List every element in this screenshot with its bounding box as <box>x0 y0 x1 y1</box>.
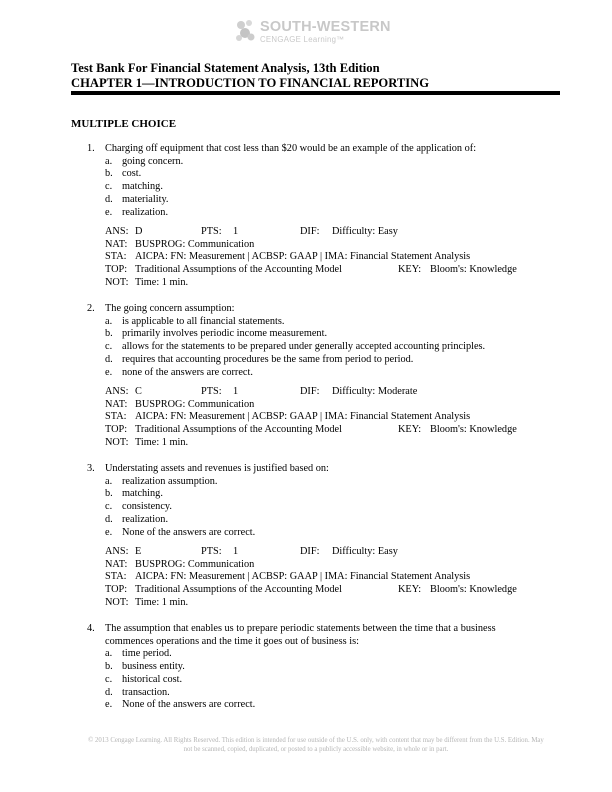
cengage-logo-icon <box>234 18 256 44</box>
answer-option: a. is applicable to all financial statements. <box>105 315 285 327</box>
copyright-footer: © 2013 Cengage Learning. All Rights Reserved. This edition is intended for use outside of the U.S. only, with content that may be different from the U.S. Edition. May not be scanned, copied, duplicated, or posted to a publicly accessible website, in whole or in part. <box>88 737 544 753</box>
answer-option: d. materiality. <box>105 193 169 205</box>
answer-option: a. going concern. <box>105 155 184 167</box>
logo-subtitle: CENGAGE Learning™ <box>260 35 345 44</box>
answer-meta-not: NOT: Time: 1 min. <box>105 596 189 608</box>
question-text: The going concern assumption: <box>105 303 235 314</box>
answer-meta-nat: NAT: BUSPROG: Communication <box>105 398 255 410</box>
answer-option: a. time period. <box>105 648 172 660</box>
answer-option: d. transaction. <box>105 686 170 698</box>
answer-meta-sta: STA: AICPA: FN: Measurement | ACBSP: GAAP | IMA: Financial Statement Analysis <box>105 251 471 263</box>
question-number: 1. <box>87 143 95 154</box>
answer-option: e. realization. <box>105 206 169 218</box>
answer-meta-top: TOP: Traditional Assumptions of the Accounting Model KEY: Bloom's: Knowledge <box>105 424 517 436</box>
question-number: 4. <box>87 623 95 634</box>
answer-meta-not: NOT: Time: 1 min. <box>105 276 189 288</box>
question-number: 2. <box>87 303 95 314</box>
answer-meta-nat: NAT: BUSPROG: Communication <box>105 238 255 250</box>
chapter-title: CHAPTER 1—INTRODUCTION TO FINANCIAL REPORTING <box>71 76 430 90</box>
answer-option: a. realization assumption. <box>105 475 218 487</box>
answer-option: c. consistency. <box>105 501 172 513</box>
answer-option: b. cost. <box>105 168 142 180</box>
answer-option: d. requires that accounting procedures be the same from period to period. <box>105 353 414 365</box>
answer-meta-ans: ANS: E PTS: 1 DIF: Difficulty: Easy <box>105 546 398 557</box>
answer-meta-sta: STA: AICPA: FN: Measurement | ACBSP: GAAP | IMA: Financial Statement Analysis <box>105 411 471 423</box>
question-text: The assumption that enables us to prepare periodic statements between the time that a business commences operations and the time it goes out of business is: <box>105 623 496 647</box>
publisher-logo <box>234 16 394 50</box>
book-title: Test Bank For Financial Statement Analysis, 13th Edition <box>71 61 380 75</box>
answer-option: b. matching. <box>105 488 163 500</box>
answer-meta-sta: STA: AICPA: FN: Measurement | ACBSP: GAAP | IMA: Financial Statement Analysis <box>105 571 471 583</box>
answer-meta-not: NOT: Time: 1 min. <box>105 436 189 448</box>
answer-meta-ans: ANS: C PTS: 1 DIF: Difficulty: Moderate <box>105 386 418 397</box>
answer-option: b. business entity. <box>105 661 185 673</box>
answer-option: c. allows for the statements to be prepared under generally accepted accounting principles. <box>105 341 486 353</box>
question-number: 3. <box>87 463 95 474</box>
logo-wordmark: SOUTH-WESTERN <box>260 19 391 35</box>
answer-meta-top: TOP: Traditional Assumptions of the Accounting Model KEY: Bloom's: Knowledge <box>105 264 517 276</box>
question-text: Understating assets and revenues is justified based on: <box>105 463 329 474</box>
answer-option: b. primarily involves periodic income measurement. <box>105 328 328 340</box>
answer-meta-nat: NAT: BUSPROG: Communication <box>105 558 255 570</box>
answer-option: c. matching. <box>105 181 163 193</box>
answer-option: e. None of the answers are correct. <box>105 699 256 711</box>
answer-meta-ans: ANS: D PTS: 1 DIF: Difficulty: Easy <box>105 226 398 237</box>
answer-meta-top: TOP: Traditional Assumptions of the Accounting Model KEY: Bloom's: Knowledge <box>105 584 517 596</box>
section-heading: MULTIPLE CHOICE <box>71 118 177 130</box>
answer-option: d. realization. <box>105 513 169 525</box>
question-text: Charging off equipment that cost less than $20 would be an example of the application of: <box>105 143 477 154</box>
answer-option: e. none of the answers are correct. <box>105 366 253 378</box>
answer-option: e. None of the answers are correct. <box>105 526 256 538</box>
header-rule <box>71 91 560 95</box>
answer-option: c. historical cost. <box>105 673 183 685</box>
